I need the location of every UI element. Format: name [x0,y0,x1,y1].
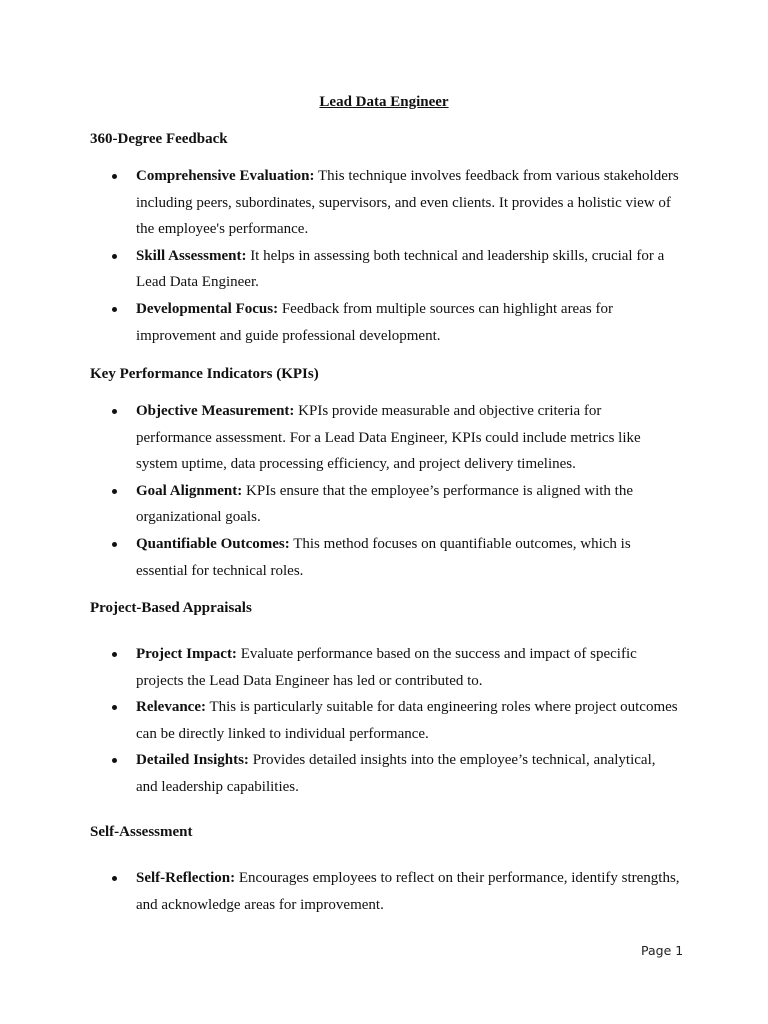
bullet-term: Skill Assessment: [136,247,247,264]
bullet-icon [112,174,117,179]
bullet-icon [112,876,117,881]
list-item [110,478,680,531]
bullet-text: KPIs ensure that the employee’s performance is aligned with the organizational goals. [136,482,633,526]
bullet-text: Feedback from multiple sources can highlight areas for improvement and guide professional development. [136,300,613,344]
section-heading-project-appraisals: Project-Based Appraisals [90,600,252,616]
bullet-icon [112,705,117,710]
bullet-icon [112,542,117,547]
section-heading-360-feedback: 360-Degree Feedback [90,131,228,147]
bullet-term: Goal Alignment: [136,482,243,499]
bullet-term: Comprehensive Evaluation: [136,168,315,184]
list-item [110,694,680,747]
bullet-icon [112,409,117,414]
bullet-term: Objective Measurement: [136,403,295,419]
list-item [110,865,680,918]
list-item [110,398,680,478]
section-heading-kpis: Key Performance Indicators (KPIs) [90,366,319,382]
bullet-list-360-feedback [110,163,680,349]
bullet-term: Developmental Focus: [136,300,279,317]
bullet-text: Evaluate performance based on the success and impact of specific projects the Lead Data Engineer has led or contributed to. [136,646,637,689]
bullet-text: This technique involves feedback from various stakeholders including peers, subordinates, supervisors, and even clients. It provides a holistic view of the employee's performance. [136,168,679,238]
bullet-text: Provides detailed insights into the employee’s technical, analytical, and leadership capabilities. [136,752,656,795]
bullet-text: KPIs provide measurable and objective criteria for performance assessment. For a Lead Data Engineer, KPIs could include metrics like system uptime, data processing efficiency, and project delivery timelines. [136,403,641,473]
list-item [110,296,680,349]
list-item [110,531,680,584]
bullet-term: Self-Reflection: [136,870,236,886]
bullet-text: This is particularly suitable for data engineering roles where project outcomes can be directly linked to individual performance. [136,699,678,742]
bullet-term: Detailed Insights: [136,752,249,769]
section-heading-self-assessment: Self-Assessment [90,824,193,840]
bullet-list-project-appraisals [110,641,680,801]
list-item [110,163,680,243]
bullet-text: It helps in assessing both technical and leadership skills, crucial for a Lead Data Engineer. [136,247,665,291]
bullet-list-self-assessment [110,865,680,918]
bullet-icon [112,489,117,494]
bullet-icon [112,758,117,763]
page-number: Page 1 [641,943,684,958]
list-item [110,243,680,296]
bullet-term: Project Impact: [136,646,237,662]
bullet-term: Quantifiable Outcomes: [136,535,290,552]
bullet-icon [112,652,117,657]
list-item [110,641,680,694]
bullet-text: This method focuses on quantifiable outcomes, which is essential for technical roles. [136,535,631,579]
bullet-icon [112,307,117,312]
list-item [110,747,680,800]
document-title: Lead Data Engineer [319,94,449,110]
bullet-text: Encourages employees to reflect on their performance, identify strengths, and acknowledge areas for improvement. [136,870,680,913]
bullet-icon [112,254,117,259]
bullet-term: Relevance: [136,699,206,716]
bullet-list-kpis [110,398,680,584]
